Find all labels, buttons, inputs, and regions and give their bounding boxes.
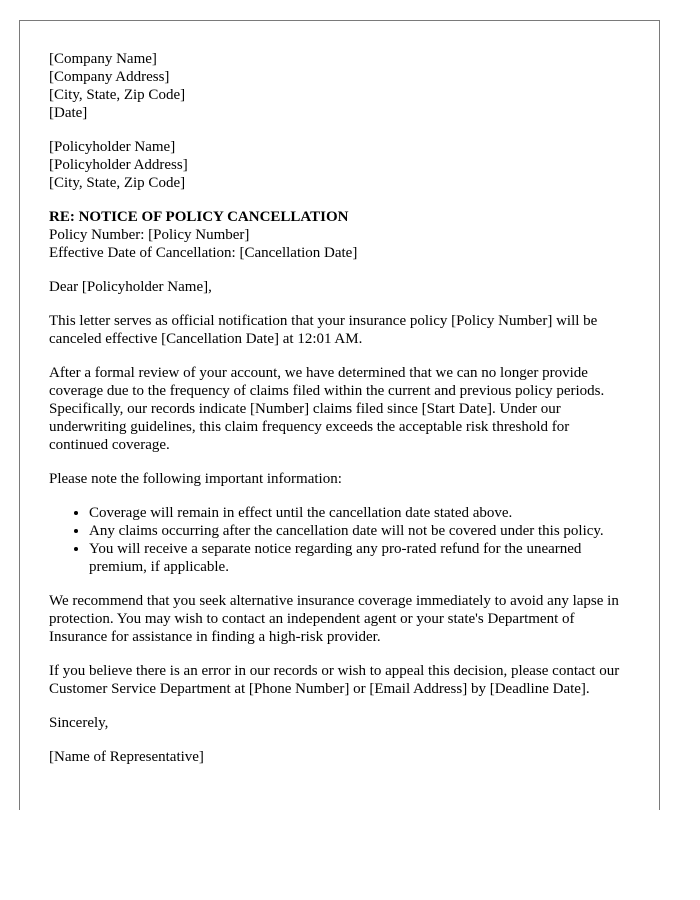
letter-page (19, 20, 660, 810)
policy-number-line: Policy Number: [Policy Number] (49, 227, 250, 243)
paragraph-recommendation: We recommend that you seek alternative insurance coverage immediately to avoid any lapse in protection. You may wish to contact an independent agent or your state's Department of Insurance for assistance in finding a high-risk provider. (49, 593, 619, 645)
recipient-address: [Policyholder Address] (49, 157, 188, 173)
paragraph-appeal: If you believe there is an error in our records or wish to appeal this decision, please contact our Customer Service Department at [Phone Number] or [Email Address] by [Deadline Date]. (49, 663, 620, 697)
company-name: [Company Name] (49, 51, 157, 67)
list-item: • You will receive a separate notice regarding any pro-rated refund for the unearned premium, if applicable. (89, 540, 630, 576)
subject-block (49, 208, 630, 262)
list-item: • Any claims occurring after the cancellation date will not be covered under this policy. (89, 522, 630, 540)
sender-block (49, 50, 630, 122)
company-address: [Company Address] (49, 69, 170, 85)
recipient-block (49, 138, 630, 192)
subject-heading: RE: NOTICE OF POLICY CANCELLATION (49, 209, 349, 225)
company-city-state-zip: [City, State, Zip Code] (49, 87, 186, 103)
paragraph-notification: This letter serves as official notification that your insurance policy [Policy Number] will be canceled effective [Cancellation Date] at 12:01 AM. (49, 313, 598, 347)
salutation: Dear [Policyholder Name], (49, 279, 212, 295)
paragraph-note-intro: Please note the following important information: (49, 471, 342, 487)
effective-date-line: Effective Date of Cancellation: [Cancellation Date] (49, 245, 358, 261)
letter-date: [Date] (49, 105, 88, 121)
signoff: Sincerely, (49, 715, 109, 731)
recipient-city-state-zip: [City, State, Zip Code] (49, 175, 186, 191)
important-info-list (49, 504, 630, 576)
recipient-name: [Policyholder Name] (49, 139, 176, 155)
representative-name: [Name of Representative] (49, 749, 204, 765)
list-item: • Coverage will remain in effect until the cancellation date stated above. (89, 504, 630, 522)
paragraph-review: After a formal review of your account, we have determined that we can no longer provide coverage due to the frequency of claims filed within the current and previous policy periods. Specifically, our records indicate [Number] claims filed since [Start Date]. Under our underwriting guidelines, this claim frequency exceeds the acceptable risk threshold for continued coverage. (49, 365, 605, 453)
